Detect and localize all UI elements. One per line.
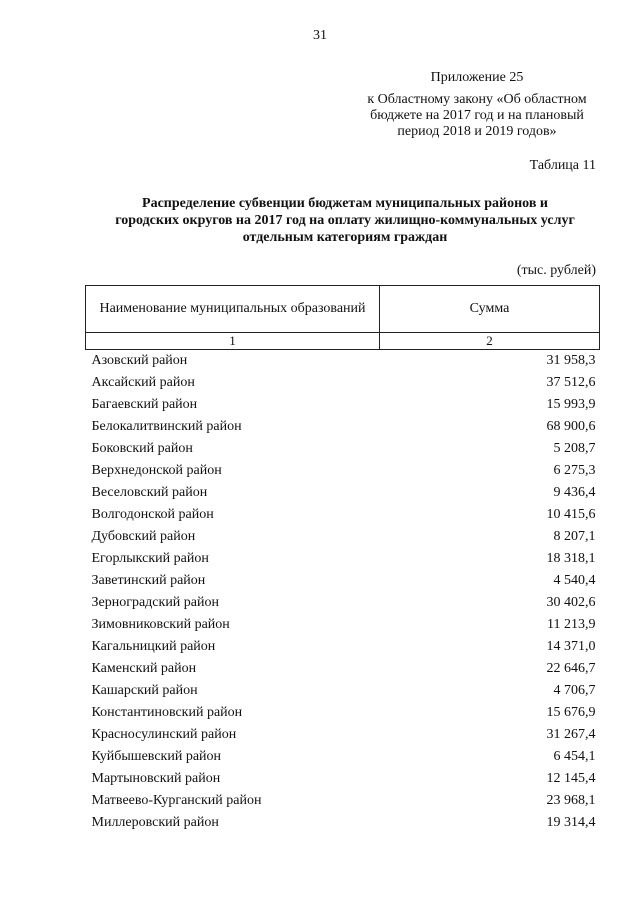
table-row [86, 416, 600, 438]
table-row [86, 438, 600, 460]
municipality-name: Верхнедонской район [91, 463, 222, 478]
appendix-line: бюджете на 2017 год и на плановый [370, 108, 584, 123]
subsidy-sum: 5 208,7 [553, 441, 596, 456]
municipality-name: Миллеровский район [91, 815, 219, 830]
municipality-name: Зерноградский район [91, 595, 219, 610]
document-title-line: отдельным категориям граждан [242, 230, 448, 245]
municipality-name: Боковский район [91, 441, 193, 456]
subsidy-table [85, 285, 600, 834]
municipality-name: Зимовниковский район [91, 617, 230, 632]
table-row [86, 394, 600, 416]
municipality-name: Дубовский район [91, 529, 196, 544]
appendix-block [352, 70, 602, 140]
table-header-row [86, 286, 600, 333]
table-row [86, 548, 600, 570]
subsidy-sum: 9 436,4 [553, 485, 596, 500]
municipality-name: Каменский район [91, 661, 197, 676]
subsidy-sum: 19 314,4 [546, 815, 596, 830]
table-row [86, 768, 600, 790]
subsidy-sum: 4 540,4 [553, 573, 596, 588]
subsidy-sum: 31 958,3 [546, 353, 596, 368]
table-row [86, 658, 600, 680]
municipality-name: Волгодонской район [91, 507, 214, 522]
table-row [86, 350, 600, 373]
document-title [80, 195, 610, 246]
subsidy-sum: 8 207,1 [553, 529, 596, 544]
table-row [86, 746, 600, 768]
municipality-name: Азовский район [91, 353, 188, 368]
table-row [86, 570, 600, 592]
table-row [86, 812, 600, 834]
municipality-name: Егорлыкский район [91, 551, 209, 566]
subsidy-sum: 15 676,9 [546, 705, 596, 720]
municipality-name: Куйбышевский район [91, 749, 222, 764]
municipality-name: Багаевский район [91, 397, 198, 412]
subsidy-sum: 14 371,0 [546, 639, 596, 654]
subsidy-sum: 22 646,7 [546, 661, 596, 676]
subsidy-sum: 31 267,4 [546, 727, 596, 742]
municipality-name: Белокалитвинский район [91, 419, 242, 434]
table-row [86, 460, 600, 482]
table-row [86, 482, 600, 504]
appendix-line: период 2018 и 2019 годов» [397, 124, 557, 139]
table-row [86, 614, 600, 636]
page-number: 31 [313, 28, 327, 43]
document-title-line: Распределение субвенции бюджетам муниципальных районов и [142, 196, 548, 211]
table-row [86, 636, 600, 658]
municipality-name: Аксайский район [91, 375, 195, 390]
header-name: Наименование муниципальных образований [86, 286, 380, 333]
municipality-name: Веселовский район [91, 485, 208, 500]
subsidy-sum: 4 706,7 [553, 683, 596, 698]
column-number-row [86, 333, 600, 350]
municipality-name: Константиновский район [91, 705, 243, 720]
appendix-line: к Областному закону «Об областном [367, 92, 587, 107]
table-row [86, 680, 600, 702]
table-row [86, 526, 600, 548]
subsidy-sum: 10 415,6 [546, 507, 596, 522]
subsidy-sum: 68 900,6 [546, 419, 596, 434]
subsidy-sum: 30 402,6 [546, 595, 596, 610]
subsidy-sum: 11 213,9 [547, 617, 596, 632]
subsidy-sum: 12 145,4 [546, 771, 596, 786]
document-title-line: городских округов на 2017 год на оплату жилищно-коммунальных услуг [115, 213, 575, 228]
municipality-name: Кашарский район [91, 683, 198, 698]
table-body [86, 350, 600, 835]
subsidy-sum: 37 512,6 [546, 375, 596, 390]
appendix-title: Приложение 25 [430, 70, 524, 85]
municipality-name: Красносулинский район [91, 727, 237, 742]
subsidy-sum: 23 968,1 [546, 793, 596, 808]
table-label: Таблица 11 [529, 158, 596, 173]
table-row [86, 504, 600, 526]
column-number: 1 [86, 333, 380, 350]
subsidy-sum: 15 993,9 [546, 397, 596, 412]
subsidy-sum: 6 275,3 [553, 463, 596, 478]
table-row [86, 790, 600, 812]
subsidy-sum: 6 454,1 [553, 749, 596, 764]
table-row [86, 592, 600, 614]
table-row [86, 724, 600, 746]
municipality-name: Кагальницкий район [91, 639, 216, 654]
column-number: 2 [380, 333, 600, 350]
municipality-name: Мартыновский район [91, 771, 221, 786]
header-sum: Сумма [380, 286, 600, 333]
municipality-name: Матвеево-Курганский район [91, 793, 262, 808]
subsidy-sum: 18 318,1 [546, 551, 596, 566]
units-label: (тыс. рублей) [516, 263, 596, 278]
table-row [86, 372, 600, 394]
table-row [86, 702, 600, 724]
municipality-name: Заветинский район [91, 573, 206, 588]
